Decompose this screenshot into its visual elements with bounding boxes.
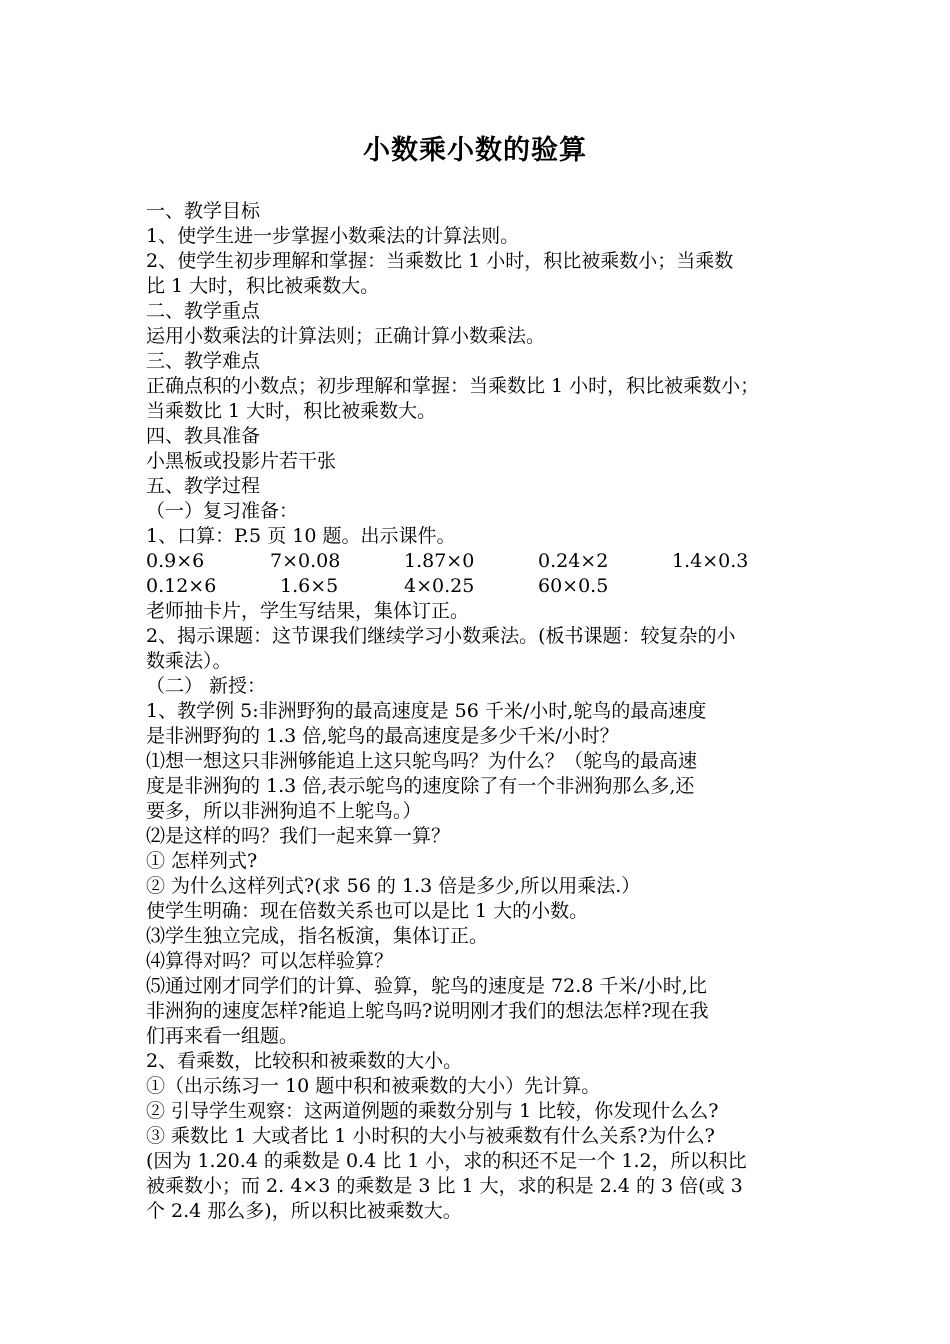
- mental-math-row-2: [146, 574, 826, 599]
- text-line: 被乘数小；而 2. 4×3 的乘数是 3 比 1 大，求的积是 2.4 的 3 倍(或 3: [146, 1175, 743, 1197]
- text-line: 二、教学重点: [146, 300, 261, 322]
- document-body: [146, 199, 826, 1224]
- calc-item: 60×0.5: [538, 575, 609, 597]
- text-line: 比 1 大时，积比被乘数大。: [146, 275, 380, 297]
- text-line: 非洲狗的速度怎样?能追上鸵鸟吗?说明刚才我们的想法怎样?现在我: [146, 1000, 709, 1022]
- document-title: 小数乘小数的验算: [363, 135, 587, 166]
- text-line: 1、口算：P.5 页 10 题。出示课件。: [146, 525, 456, 547]
- text-line: 四、教具准备: [146, 425, 261, 447]
- text-line: ⑶学生独立完成，指名板演，集体订正。: [146, 925, 489, 947]
- text-line: (因为 1.20.4 的乘数是 0.4 比 1 小，求的积还不足一个 1.2，所以积比: [146, 1150, 747, 1172]
- calc-item: 4×0.25: [404, 575, 475, 597]
- calc-item: 0.12×6: [146, 575, 217, 597]
- text-line: 1、教学例 5:非洲野狗的最高速度是 56 千米/小时,鸵鸟的最高速度: [146, 700, 707, 722]
- calc-item: 0.24×2: [538, 550, 609, 572]
- text-line: 正确点积的小数点；初步理解和掌握：当乘数比 1 小时，积比被乘数小；: [146, 375, 760, 397]
- text-line: 个 2.4 那么多)，所以积比被乘数大。: [146, 1200, 462, 1222]
- text-line: ③ 乘数比 1 大或者比 1 小时积的大小与被乘数有什么关系?为什么?: [146, 1125, 715, 1147]
- text-line: ⑴想一想这只非洲够能追上这只鸵鸟吗？为什么？（鸵鸟的最高速: [146, 750, 698, 772]
- text-line: 当乘数比 1 大时，积比被乘数大。: [146, 400, 437, 422]
- text-line: 度是非洲狗的 1.3 倍,表示鸵鸟的速度除了有一个非洲狗那么多,还: [146, 775, 695, 797]
- calc-item: 0.9×6: [146, 550, 205, 572]
- mental-math-row-1: [146, 549, 826, 574]
- text-line: 小黑板或投影片若干张: [146, 450, 337, 472]
- text-line: 2、揭示课题：这节课我们继续学习小数乘法。(板书课题：较复杂的小: [146, 625, 736, 647]
- calc-item: 1.6×5: [280, 575, 339, 597]
- text-line: 2、看乘数，比较积和被乘数的大小。: [146, 1050, 463, 1072]
- text-line: 1、使学生进一步掌握小数乘法的计算法则。: [146, 225, 520, 247]
- text-line: 要多，所以非洲狗追不上鸵鸟。）: [146, 800, 422, 822]
- text-line: 一、教学目标: [146, 200, 261, 222]
- text-line: 三、教学难点: [146, 350, 261, 372]
- text-line: ② 引导学生观察：这两道例题的乘数分别与 1 比较，你发现什么么?: [146, 1100, 719, 1122]
- text-line: ② 为什么这样列式?(求 56 的 1.3 倍是多少,所以用乘法.）: [146, 875, 641, 897]
- text-line: 使学生明确：现在倍数关系也可以是比 1 大的小数。: [146, 900, 589, 922]
- text-line: ① 怎样列式?: [146, 850, 258, 872]
- text-line: （一）复习准备：: [146, 500, 299, 522]
- text-line: ①（出示练习一 10 题中积和被乘数的大小）先计算。: [146, 1075, 601, 1097]
- text-line: （二） 新授：: [146, 675, 267, 697]
- calc-item: 7×0.08: [270, 550, 341, 572]
- text-line: 运用小数乘法的计算法则；正确计算小数乘法。: [146, 325, 546, 347]
- calc-item: 1.87×0: [404, 550, 475, 572]
- text-line: 2、使学生初步理解和掌握：当乘数比 1 小时，积比被乘数小；当乘数: [146, 250, 734, 272]
- text-line: 们再来看一组题。: [146, 1025, 299, 1047]
- text-line: ⑸通过刚才同学们的计算、验算，鸵鸟的速度是 72.8 千米/小时,比: [146, 975, 707, 997]
- text-line: 数乘法）。: [146, 650, 232, 672]
- text-line: ⑵是这样的吗？我们一起来算一算？: [146, 825, 451, 847]
- calc-item: 1.4×0.3: [672, 550, 749, 572]
- text-line: 五、教学过程: [146, 475, 261, 497]
- text-line: 老师抽卡片，学生写结果，集体订正。: [146, 600, 470, 622]
- text-line: ⑷算得对吗？可以怎样验算？: [146, 950, 394, 972]
- text-line: 是非洲野狗的 1.3 倍,鸵鸟的最高速度是多少千米/小时？: [146, 725, 619, 747]
